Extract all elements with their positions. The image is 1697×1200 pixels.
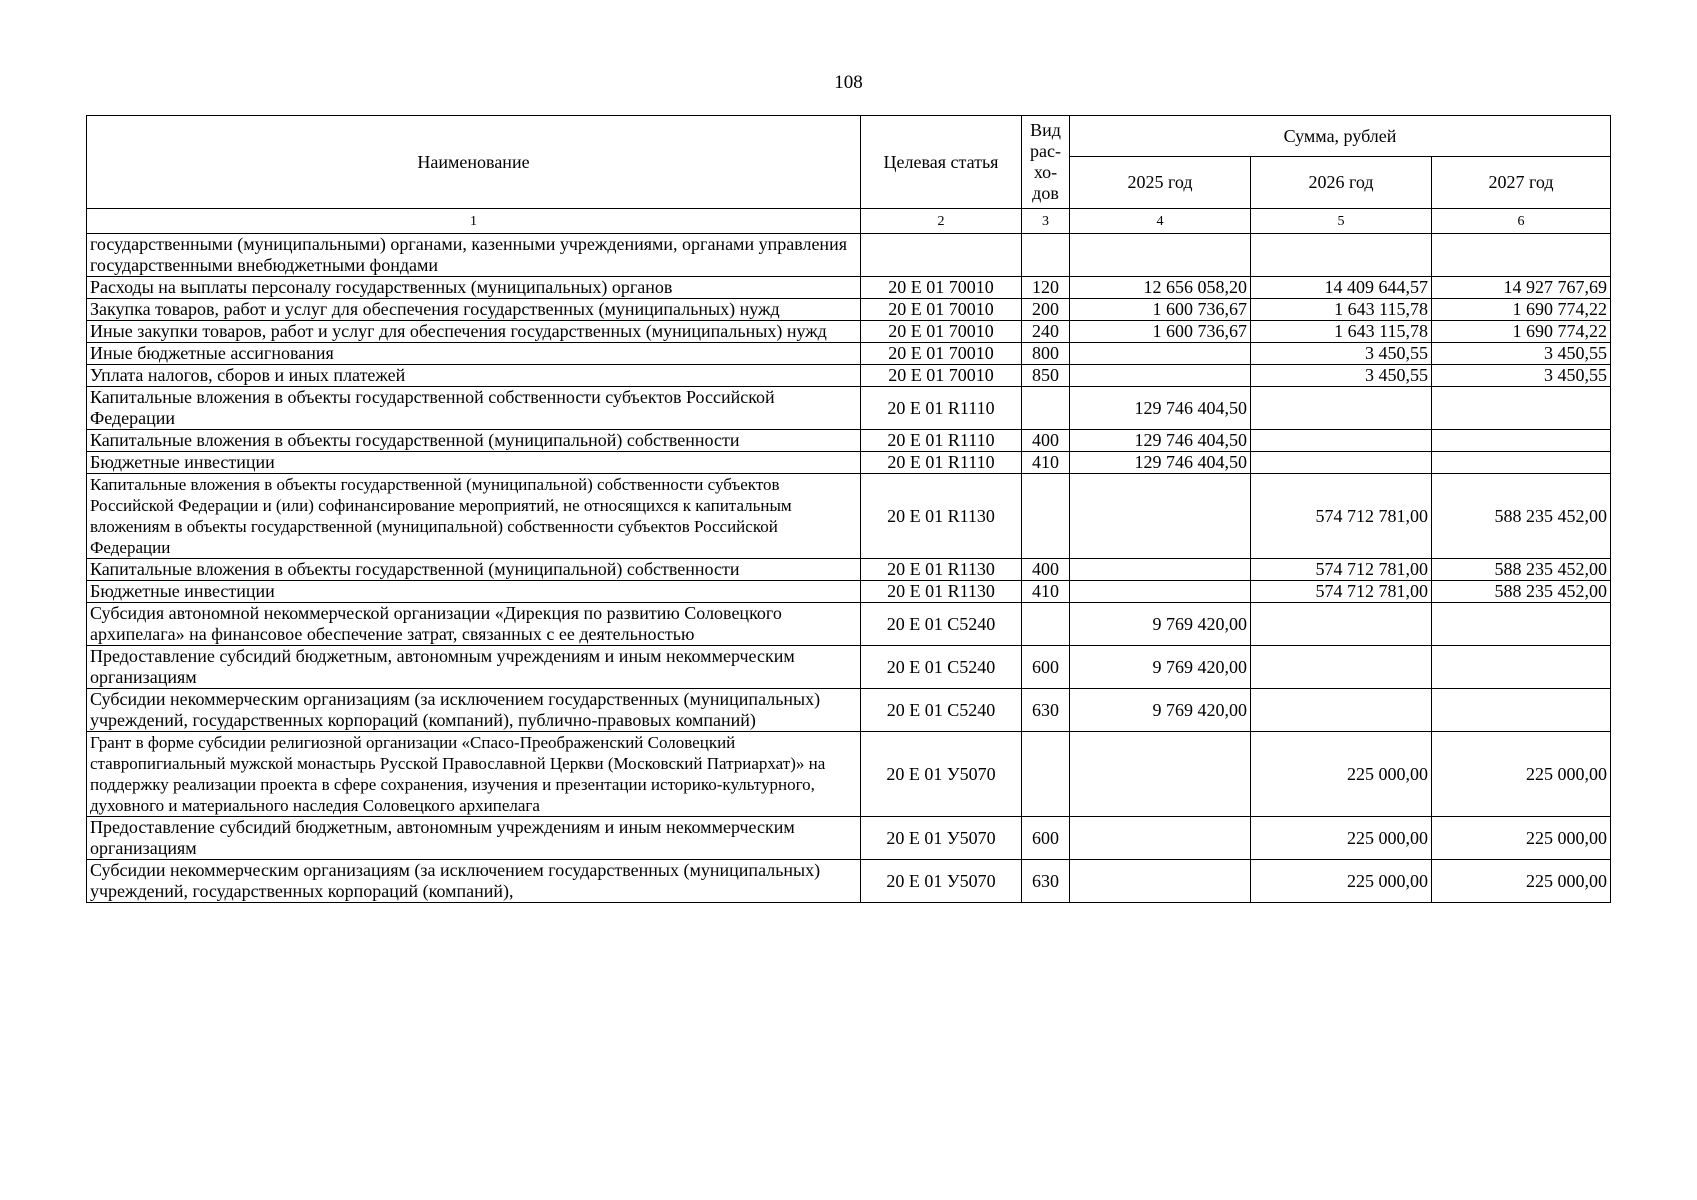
row-sum-2025 bbox=[1070, 559, 1251, 581]
row-expense-kind bbox=[1022, 732, 1070, 817]
table-row bbox=[87, 732, 1611, 817]
row-sum-2027: 3 450,55 bbox=[1432, 365, 1611, 387]
row-expense-kind: 630 bbox=[1022, 689, 1070, 732]
row-sum-2026 bbox=[1251, 689, 1432, 732]
row-sum-2027 bbox=[1432, 234, 1611, 277]
table-row bbox=[87, 603, 1611, 646]
row-expense-kind: 630 bbox=[1022, 860, 1070, 903]
table-row bbox=[87, 321, 1611, 343]
row-sum-2026 bbox=[1251, 430, 1432, 452]
header-year-2025: 2025 год bbox=[1070, 157, 1251, 209]
row-sum-2025: 129 746 404,50 bbox=[1070, 452, 1251, 474]
row-expense-kind: 600 bbox=[1022, 646, 1070, 689]
row-expense-kind: 850 bbox=[1022, 365, 1070, 387]
row-target-article: 20 Е 01 У5070 bbox=[861, 860, 1022, 903]
header-sum: Сумма, рублей bbox=[1070, 116, 1611, 157]
row-target-article: 20 Е 01 С5240 bbox=[861, 603, 1022, 646]
column-index-5: 5 bbox=[1251, 209, 1432, 234]
row-expense-kind: 120 bbox=[1022, 277, 1070, 299]
row-name: Предоставление субсидий бюджетным, автономным учреждениям и иным некоммерческим организациям bbox=[87, 817, 861, 860]
table-row bbox=[87, 817, 1611, 860]
table-row bbox=[87, 299, 1611, 321]
row-name: Субсидии некоммерческим организациям (за исключением государственных (муниципальных) учреждений, государственных корпораций (компаний), bbox=[87, 860, 861, 903]
row-sum-2025 bbox=[1070, 474, 1251, 559]
row-target-article: 20 Е 01 R1110 bbox=[861, 430, 1022, 452]
row-expense-kind: 600 bbox=[1022, 817, 1070, 860]
row-target-article: 20 Е 01 R1130 bbox=[861, 474, 1022, 559]
row-sum-2025 bbox=[1070, 860, 1251, 903]
table-row bbox=[87, 646, 1611, 689]
row-expense-kind bbox=[1022, 387, 1070, 430]
row-sum-2027: 1 690 774,22 bbox=[1432, 321, 1611, 343]
column-index-2: 2 bbox=[861, 209, 1022, 234]
row-sum-2025: 1 600 736,67 bbox=[1070, 321, 1251, 343]
table-row bbox=[87, 689, 1611, 732]
row-sum-2027: 3 450,55 bbox=[1432, 343, 1611, 365]
row-sum-2025 bbox=[1070, 581, 1251, 603]
row-sum-2026: 574 712 781,00 bbox=[1251, 474, 1432, 559]
row-sum-2025: 9 769 420,00 bbox=[1070, 603, 1251, 646]
row-sum-2027: 225 000,00 bbox=[1432, 817, 1611, 860]
row-sum-2026: 574 712 781,00 bbox=[1251, 581, 1432, 603]
row-sum-2027 bbox=[1432, 603, 1611, 646]
row-sum-2027 bbox=[1432, 430, 1611, 452]
row-sum-2025: 1 600 736,67 bbox=[1070, 299, 1251, 321]
row-sum-2027: 14 927 767,69 bbox=[1432, 277, 1611, 299]
row-target-article: 20 Е 01 70010 bbox=[861, 365, 1022, 387]
row-target-article: 20 Е 01 У5070 bbox=[861, 817, 1022, 860]
row-sum-2026: 225 000,00 bbox=[1251, 817, 1432, 860]
row-expense-kind: 410 bbox=[1022, 581, 1070, 603]
row-name: Иные закупки товаров, работ и услуг для обеспечения государственных (муниципальных) нужд bbox=[87, 321, 861, 343]
row-target-article: 20 Е 01 R1130 bbox=[861, 559, 1022, 581]
header-expense-kind: Вид рас-хо-дов bbox=[1022, 116, 1070, 209]
row-target-article: 20 Е 01 70010 bbox=[861, 277, 1022, 299]
row-sum-2025 bbox=[1070, 817, 1251, 860]
row-target-article: 20 Е 01 С5240 bbox=[861, 689, 1022, 732]
row-expense-kind: 240 bbox=[1022, 321, 1070, 343]
row-sum-2025 bbox=[1070, 732, 1251, 817]
row-sum-2027: 225 000,00 bbox=[1432, 732, 1611, 817]
row-target-article: 20 Е 01 У5070 bbox=[861, 732, 1022, 817]
row-name: Бюджетные инвестиции bbox=[87, 452, 861, 474]
row-sum-2025 bbox=[1070, 234, 1251, 277]
column-index-4: 4 bbox=[1070, 209, 1251, 234]
row-target-article: 20 Е 01 R1110 bbox=[861, 452, 1022, 474]
row-sum-2026: 574 712 781,00 bbox=[1251, 559, 1432, 581]
row-sum-2026: 3 450,55 bbox=[1251, 343, 1432, 365]
row-name: Субсидия автономной некоммерческой организации «Дирекция по развитию Соловецкого архипелага» на финансовое обеспечение затрат, связанных с ее деятельностью bbox=[87, 603, 861, 646]
row-sum-2027 bbox=[1432, 387, 1611, 430]
row-sum-2027: 588 235 452,00 bbox=[1432, 474, 1611, 559]
row-expense-kind bbox=[1022, 474, 1070, 559]
table-row bbox=[87, 430, 1611, 452]
row-sum-2027 bbox=[1432, 689, 1611, 732]
row-sum-2026 bbox=[1251, 603, 1432, 646]
header-target-article: Целевая статья bbox=[861, 116, 1022, 209]
page-number: 108 bbox=[834, 72, 863, 93]
row-target-article: 20 Е 01 70010 bbox=[861, 299, 1022, 321]
row-target-article: 20 Е 01 70010 bbox=[861, 321, 1022, 343]
table-row bbox=[87, 474, 1611, 559]
row-name: Закупка товаров, работ и услуг для обеспечения государственных (муниципальных) нужд bbox=[87, 299, 861, 321]
row-name: Предоставление субсидий бюджетным, автономным учреждениям и иным некоммерческим организациям bbox=[87, 646, 861, 689]
row-name: Грант в форме субсидии религиозной организации «Спасо-Преображенский Соловецкий ставропигиальный мужской монастырь Русской Православной Церкви (Московский Патриархат)» на поддержку реализации проекта в сфере сохранения, изучения и презентации историко-культурного, духовного и материального наследия Соловецкого архипелага bbox=[87, 732, 861, 817]
row-sum-2026: 1 643 115,78 bbox=[1251, 299, 1432, 321]
row-expense-kind: 200 bbox=[1022, 299, 1070, 321]
row-sum-2025 bbox=[1070, 343, 1251, 365]
row-name: государственными (муниципальными) органами, казенными учреждениями, органами управления государственными внебюджетными фондами bbox=[87, 234, 861, 277]
row-sum-2027 bbox=[1432, 646, 1611, 689]
row-sum-2025: 129 746 404,50 bbox=[1070, 430, 1251, 452]
table-row bbox=[87, 452, 1611, 474]
row-sum-2026: 1 643 115,78 bbox=[1251, 321, 1432, 343]
table-row bbox=[87, 365, 1611, 387]
row-sum-2025 bbox=[1070, 365, 1251, 387]
table-row bbox=[87, 581, 1611, 603]
column-index-3: 3 bbox=[1022, 209, 1070, 234]
row-target-article: 20 Е 01 С5240 bbox=[861, 646, 1022, 689]
table-row bbox=[87, 277, 1611, 299]
row-name: Капитальные вложения в объекты государственной собственности субъектов Российской Федерации bbox=[87, 387, 861, 430]
table-row bbox=[87, 860, 1611, 903]
row-sum-2025: 9 769 420,00 bbox=[1070, 646, 1251, 689]
row-target-article: 20 Е 01 R1110 bbox=[861, 387, 1022, 430]
row-name: Капитальные вложения в объекты государственной (муниципальной) собственности субъектов Российской Федерации и (или) софинансирование мероприятий, не относящихся к капитальным вложениям в объекты государственной (муниципальной) собственности субъектов Российской Федерации bbox=[87, 474, 861, 559]
row-sum-2026 bbox=[1251, 387, 1432, 430]
row-sum-2027: 588 235 452,00 bbox=[1432, 559, 1611, 581]
header-name: Наименование bbox=[87, 116, 861, 209]
table-row bbox=[87, 343, 1611, 365]
row-expense-kind: 400 bbox=[1022, 559, 1070, 581]
row-expense-kind: 410 bbox=[1022, 452, 1070, 474]
row-sum-2026 bbox=[1251, 234, 1432, 277]
row-sum-2026 bbox=[1251, 452, 1432, 474]
row-sum-2026: 3 450,55 bbox=[1251, 365, 1432, 387]
header-year-2026: 2026 год bbox=[1251, 157, 1432, 209]
table-row bbox=[87, 387, 1611, 430]
row-sum-2026: 14 409 644,57 bbox=[1251, 277, 1432, 299]
row-sum-2025: 12 656 058,20 bbox=[1070, 277, 1251, 299]
row-expense-kind: 800 bbox=[1022, 343, 1070, 365]
row-target-article: 20 Е 01 70010 bbox=[861, 343, 1022, 365]
row-name: Капитальные вложения в объекты государственной (муниципальной) собственности bbox=[87, 430, 861, 452]
row-expense-kind: 400 bbox=[1022, 430, 1070, 452]
table-row bbox=[87, 559, 1611, 581]
header-year-2027: 2027 год bbox=[1432, 157, 1611, 209]
row-name: Уплата налогов, сборов и иных платежей bbox=[87, 365, 861, 387]
row-name: Иные бюджетные ассигнования bbox=[87, 343, 861, 365]
row-sum-2026 bbox=[1251, 646, 1432, 689]
row-sum-2027: 1 690 774,22 bbox=[1432, 299, 1611, 321]
budget-table bbox=[86, 115, 1611, 903]
row-sum-2025: 129 746 404,50 bbox=[1070, 387, 1251, 430]
column-index-6: 6 bbox=[1432, 209, 1611, 234]
row-name: Капитальные вложения в объекты государственной (муниципальной) собственности bbox=[87, 559, 861, 581]
row-expense-kind bbox=[1022, 603, 1070, 646]
row-target-article bbox=[861, 234, 1022, 277]
table-row bbox=[87, 234, 1611, 277]
column-index-1: 1 bbox=[87, 209, 861, 234]
row-name: Бюджетные инвестиции bbox=[87, 581, 861, 603]
row-expense-kind bbox=[1022, 234, 1070, 277]
row-sum-2027: 225 000,00 bbox=[1432, 860, 1611, 903]
row-sum-2025: 9 769 420,00 bbox=[1070, 689, 1251, 732]
row-sum-2026: 225 000,00 bbox=[1251, 732, 1432, 817]
row-target-article: 20 Е 01 R1130 bbox=[861, 581, 1022, 603]
row-name: Расходы на выплаты персоналу государственных (муниципальных) органов bbox=[87, 277, 861, 299]
row-sum-2027 bbox=[1432, 452, 1611, 474]
row-sum-2026: 225 000,00 bbox=[1251, 860, 1432, 903]
row-sum-2027: 588 235 452,00 bbox=[1432, 581, 1611, 603]
row-name: Субсидии некоммерческим организациям (за исключением государственных (муниципальных) учреждений, государственных корпораций (компаний), публично-правовых компаний) bbox=[87, 689, 861, 732]
